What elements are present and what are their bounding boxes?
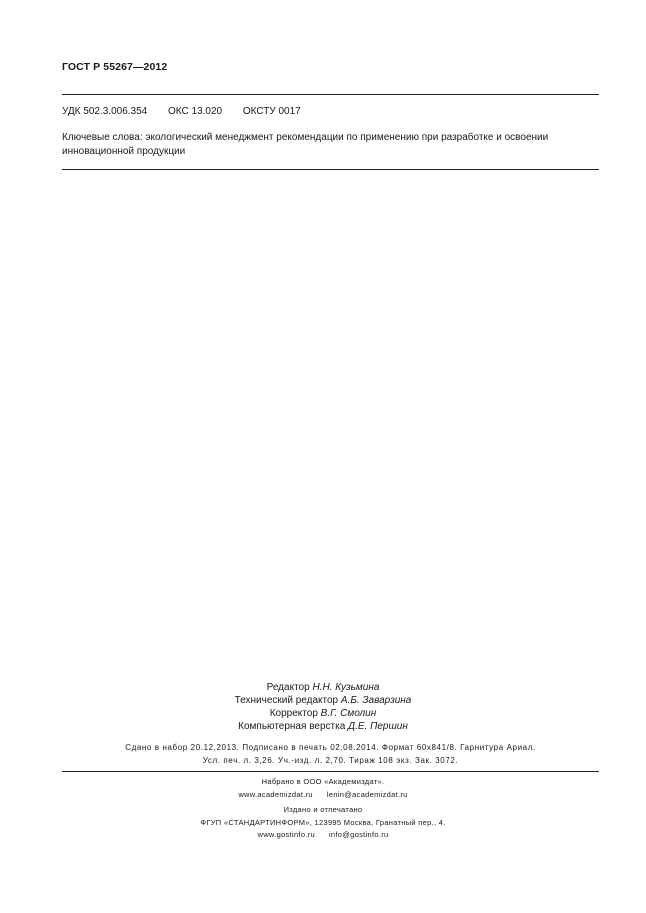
classification-codes xyxy=(62,106,319,117)
printer-contacts xyxy=(0,829,646,842)
oks-code: ОКС 13.020 xyxy=(168,106,223,117)
okstu-code: ОКСТУ 0017 xyxy=(242,106,301,117)
credit-proofreader xyxy=(0,707,646,720)
printer-line-2: ФГУП «СТАНДАРТИНФОРМ», 123995 Москва, Гранатный пер., 4. xyxy=(200,817,446,827)
keywords-line-1: Ключевые слова: экологический менеджмент рекомендации по применению при разработке и освоении xyxy=(62,132,549,143)
divider-keywords xyxy=(62,169,599,170)
print-info-line-1: Сдано в набор 20.12.2013. Подписано в печать 02.08.2014. Формат 60х841/8. Гарнитура Ариал. xyxy=(125,743,536,752)
printer-line-1: Издано и отпечатано xyxy=(283,805,363,814)
credit-name: В.Г. Смолин xyxy=(320,708,377,719)
editorial-credits xyxy=(0,681,646,733)
divider-imprint xyxy=(62,771,599,772)
print-info xyxy=(62,742,599,767)
standard-code: ГОСТ Р 55267—2012 xyxy=(62,61,168,73)
printer-site: www.gostinfo.ru xyxy=(257,830,315,839)
publisher-contacts xyxy=(0,789,646,802)
keywords xyxy=(62,131,602,159)
credit-editor xyxy=(0,681,646,694)
printer-block xyxy=(0,804,646,842)
credit-role: Компьютерная верстка xyxy=(238,721,346,732)
publisher-block xyxy=(0,776,646,801)
divider-top xyxy=(62,94,599,95)
keywords-line-2: инновационной продукции xyxy=(62,146,186,157)
credit-role: Технический редактор xyxy=(234,695,339,706)
credit-role: Редактор xyxy=(266,682,310,693)
credit-tech-editor xyxy=(0,694,646,707)
credit-name: Д.Е. Першин xyxy=(348,721,408,732)
printer-email: info@gostinfo.ru xyxy=(328,830,389,839)
publisher-line: Набрано в ООО «Академиздат». xyxy=(261,777,385,786)
credit-layout xyxy=(0,720,646,733)
publisher-email: lenin@academizdat.ru xyxy=(326,789,408,799)
print-info-line-2: Усл. печ. л. 3,26. Уч.-изд. л. 2,70. Тираж 108 экз. Зак. 3072. xyxy=(202,755,459,765)
credit-name: А.Б. Заварзина xyxy=(340,695,412,706)
credit-name: Н.Н. Кузьмина xyxy=(312,682,380,693)
credit-role: Корректор xyxy=(269,708,318,719)
udk-code: УДК 502.3.006.354 xyxy=(62,106,148,117)
publisher-site: www.academizdat.ru xyxy=(238,789,313,799)
